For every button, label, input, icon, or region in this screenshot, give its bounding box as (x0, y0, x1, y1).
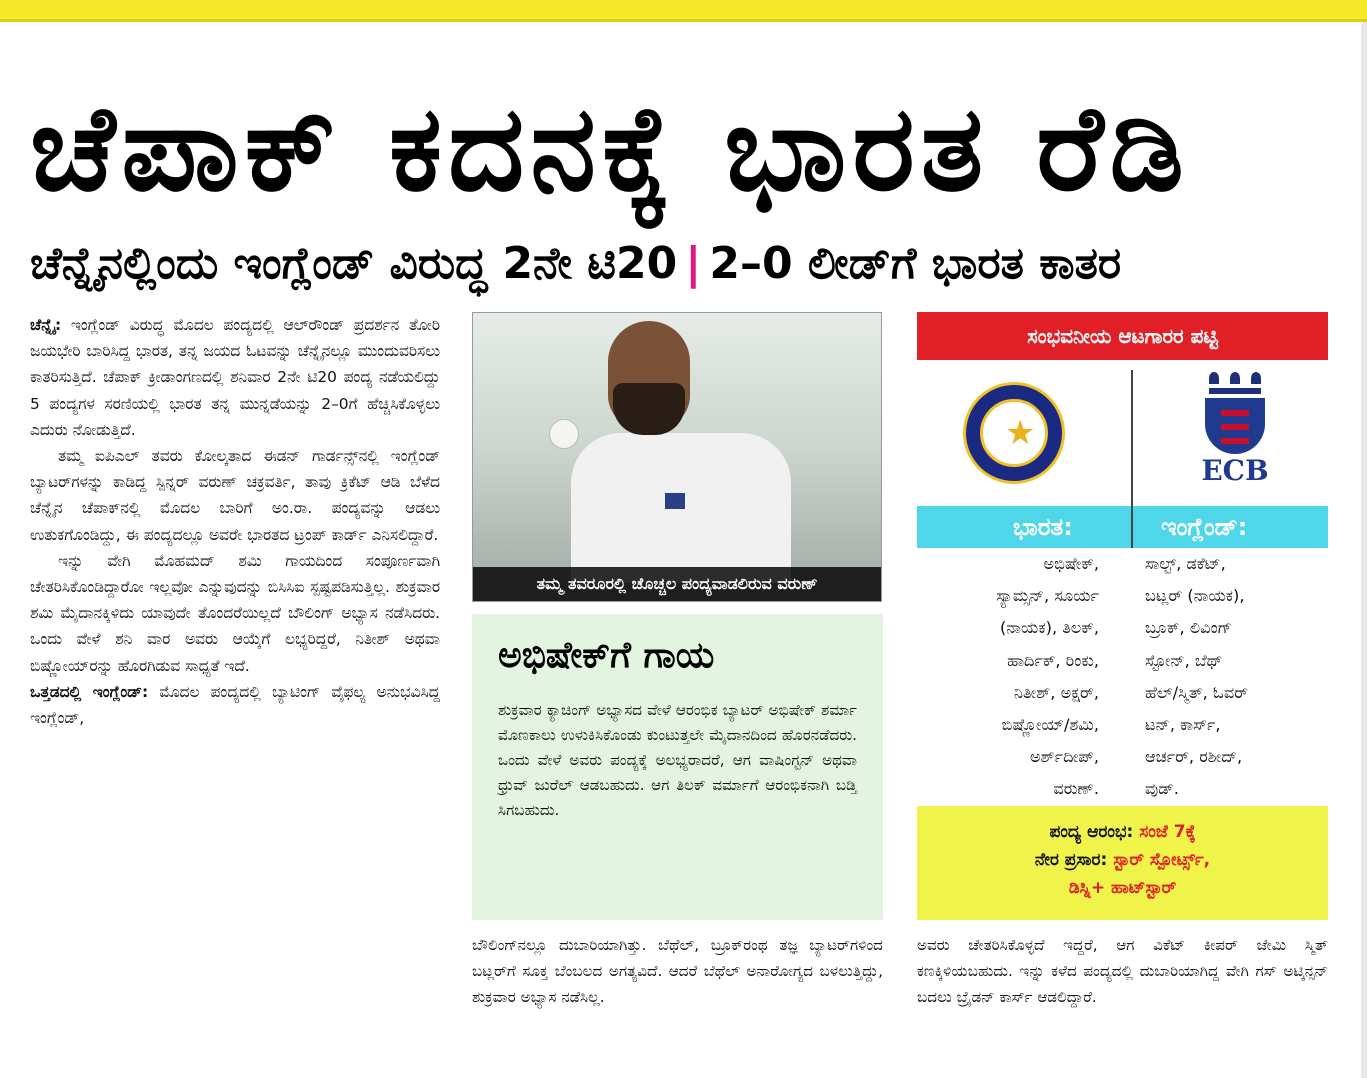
team-logos (917, 360, 1328, 506)
england-player-line: ಟನ್, ಕಾರ್ಸ್, (1145, 715, 1221, 735)
jersey-badge (665, 493, 685, 509)
india-player-line: ಹಾರ್ದಿಕ್, ರಿಂಕು, (1007, 650, 1099, 670)
india-player-line: ವರುಣ್. (1053, 779, 1099, 799)
column-2-text: ಬೌಲಿಂಗ್‌ನಲ್ಲೂ ದುಬಾರಿಯಾಗಿತ್ತು. ಬೆಥೆಲ್, ಬ್ರೂಕ್‌ರಂಥ ತಜ್ಞ ಬ್ಯಾಟರ್‌ಗಳಿಂದ ಬಟ್ಲರ್‌ಗೆ ಸೂಕ್ತ ಬೆಂಬಲದ ಅಗತ್ಯವಿದೆ. ಆದರೆ ಬೆಥೆಲ್ ಅನಾರೋಗ್ಯದ ಬಳಲುತ್ತಿದ್ದು, ಶುಕ್ರವಾರ ಅಭ್ಯಾಸ ನಡೆಸಿಲ್ಲ. (472, 936, 883, 1006)
probable-xi-panel (917, 312, 1328, 920)
bcci-star-icon: ★ (1005, 413, 1036, 453)
page-edge (1361, 22, 1367, 1078)
subhead-right: 2–0 ಲೀಡ್‌ಗೆ ಭಾರತ ಕಾತರ (709, 238, 1122, 289)
injury-box-title: ಅಭಿಷೇಕ್‌ಗೆ ಗಾಯ (498, 635, 715, 676)
top-yellow-bar (0, 0, 1367, 22)
team-headers (917, 506, 1328, 548)
england-player-line: ಆರ್ಚರ್, ರಶೀದ್, (1145, 747, 1243, 767)
article-paragraph-4 (30, 679, 440, 731)
article-column-2 (472, 932, 883, 1010)
broadcast-line (917, 846, 1328, 874)
match-start-line (917, 818, 1328, 846)
dateline: ಚೆನ್ನೈ: (30, 316, 62, 334)
england-header: ಇಂಗ್ಲೆಂಡ್: (1161, 513, 1248, 541)
india-player-line: (ನಾಯಕ), ತಿಲಕ್, (999, 618, 1099, 638)
match-start-time: ಸಂಜೆ 7ಕ್ಕೆ (1139, 822, 1196, 842)
injury-box (472, 614, 883, 920)
article-paragraph-1 (30, 312, 440, 443)
article-column-1 (30, 312, 440, 731)
match-info (917, 806, 1328, 920)
india-player-line: ಸ್ಯಾಮ್ಸನ್, ಸೂರ್ಯ (996, 586, 1099, 606)
india-player-line: ಅಭಿಷೇಕ್, (1043, 554, 1099, 573)
ecb-shield-icon (1205, 398, 1265, 454)
india-player-line: ಬಿಷ್ಣೋಯ್/ಶಮಿ, (1001, 715, 1099, 735)
england-player-line: ಬಟ್ಲರ್ (ನಾಯಕ), (1145, 586, 1245, 606)
england-player-line: ವುಡ್. (1145, 779, 1179, 799)
bcci-logo-ring (980, 399, 1048, 467)
subheadline (30, 234, 1340, 294)
subhead-separator: | (685, 238, 702, 289)
team-lists (917, 548, 1328, 806)
bcci-logo (963, 382, 1065, 484)
india-player-line: ಅರ್ಶ್‌ದೀಪ್, (1029, 747, 1099, 767)
column-3-text: ಅವರು ಚೇತರಿಸಿಕೊಳ್ಳದೆ ಇದ್ದರೆ, ಆಗ ವಿಕೆಟ್ ಕೀಪರ್ ಜೇಮಿ ಸ್ಮಿತ್ ಕಣಕ್ಕಿಳಿಯಬಹುದು. ಇನ್ನು ಕಳೆದ ಪಂದ್ಯದಲ್ಲಿ ದುಬಾರಿಯಾಗಿದ್ದ ವೇಗಿ ಗಸ್ ಅಟ್ಕಿನ್ಸನ್ ಬದಲು ಬ್ರೈಡನ್ ಕಾರ್ಸ್ ಆಡಲಿದ್ದಾರೆ. (917, 936, 1328, 1006)
cricket-ball (549, 419, 579, 449)
article-paragraph-3: ಇನ್ನು ವೇಗಿ ಮೊಹಮದ್ ಶಮಿ ಗಾಯದಿಂದ ಸಂಪೂರ್ಣವಾಗಿ ಚೇತರಿಸಿಕೊಂಡಿದ್ದಾರೋ ಇಲ್ಲವೋ ಎನ್ನುವುದನ್ನು ಬಿಸಿಸಿಐ ಸ್ಪಷ್ಟಪಡಿಸುತ್ತಿಲ್ಲ. ಶುಕ್ರವಾರ ಶಮಿ ಮೈದಾನಕ್ಕಿಳಿದು ಯಾವುದೇ ತೊಂದರೆಯಿಲ್ಲದೆ ಬೌಲಿಂಗ್ ಅಭ್ಯಾಸ ನಡೆಸಿದರು. ಒಂದು ವೇಳೆ ಶನಿ ವಾರ ಅವರು ಆಯ್ಕೆಗೆ ಲಭ್ಯರಿದ್ದರೆ, ನಿತೀಶ್ ಅಥವಾ ಬಿಷ್ಣೋಯ್‌ರನ್ನು ಹೊರಗಿಡುವ ಸಾಧ್ಯತೆ ಇದೆ. (30, 551, 440, 675)
india-header: ಭಾರತ: (1013, 513, 1073, 541)
match-start-label: ಪಂದ್ಯ ಆರಂಭ: (1049, 822, 1134, 842)
subhead-left: ಚೆನ್ನೈನಲ್ಲಿಂದು ಇಂಗ್ಲೆಂಡ್ ವಿರುದ್ಧ 2ನೇ ಟಿ20 (30, 238, 678, 289)
player-photo (472, 312, 882, 602)
england-player-line: ಸಾಲ್ಟ್, ಡಕೆಟ್, (1145, 554, 1226, 573)
england-player-list (1145, 548, 1325, 806)
ecb-logo-text: ECB (1201, 454, 1269, 487)
broadcast-streaming: ಡಿಸ್ನಿ+ ಹಾಟ್‌ಸ್ಟಾರ್ (1068, 878, 1177, 898)
paragraph-4-text: ಮೊದಲ ಪಂದ್ಯದಲ್ಲಿ ಬ್ಯಾಟಿಂಗ್ ವೈಫಲ್ಯ ಅನುಭವಿಸಿದ್ದ ಇಂಗ್ಲೆಂಡ್, (30, 682, 440, 728)
england-player-line: ಬ್ರೂಕ್, ಲಿವಿಂಗ್ (1145, 618, 1232, 638)
england-player-line: ಹೆಲ್/ಸ್ಮಿತ್, ಓವರ್ (1145, 682, 1249, 702)
article-column-3 (917, 932, 1328, 1010)
broadcast-channel: ಸ್ಟಾರ್ ಸ್ಪೋರ್ಟ್ಸ್, (1113, 850, 1211, 870)
england-player-line: ಸ್ಟೋನ್, ಬೆಥ್ (1145, 650, 1223, 670)
player-beard (613, 383, 685, 435)
ecb-logo (1195, 372, 1275, 490)
paragraph-1-text: ಇಂಗ್ಲೆಂಡ್ ವಿರುದ್ಧ ಮೊದಲ ಪಂದ್ಯದಲ್ಲಿ ಆಲ್‌ರೌಂಡ್ ಪ್ರದರ್ಶನ ತೋರಿ ಜಯಭೇರಿ ಬಾರಿಸಿದ್ದ ಭಾರತ, ತನ್ನ ಜಯದ ಓಟವನ್ನು ಚೆನ್ನೈನಲ್ಲೂ ಮುಂದುವರಿಸಲು ಕಾತರಿಸುತ್ತಿದೆ. ಚೆಪಾಕ್ ಕ್ರೀಡಾಂಗಣದಲ್ಲಿ ಶನಿವಾರ 2ನೇ ಟಿ20 ಪಂದ್ಯ ನಡೆಯಲಿದ್ದು 5 ಪಂದ್ಯಗಳ ಸರಣಿಯಲ್ಲಿ ಭಾರತ ತನ್ನ ಮುನ್ನಡೆಯನ್ನು 2–0ಗೆ ಹೆಚ್ಚಿಸಿಕೊಳ್ಳಲು ಎದುರು ನೋಡುತ್ತಿದೆ. (30, 316, 440, 439)
photo-caption: ತಮ್ಮ ತವರೂರಲ್ಲಿ ಚೊಚ್ಚಲ ಪಂದ್ಯವಾಡಲಿರುವ ವರುಣ್ (473, 567, 881, 601)
headline: ಚೆಪಾಕ್ ಕದನಕ್ಕೆ ಭಾರತ ರೆಡಿ (30, 79, 1190, 217)
subheading-pressure: ಒತ್ತಡದಲ್ಲಿ ಇಂಗ್ಲೆಂಡ್: (30, 682, 149, 701)
india-player-line: ನಿತೀಶ್, ಅಕ್ಷರ್, (1013, 682, 1099, 702)
article-paragraph-2: ತಮ್ಮ ಐಪಿಎಲ್ ತವರು ಕೋಲ್ಕತಾದ ಈಡನ್ ಗಾರ್ಡನ್ಸ್‌ನಲ್ಲಿ ಇಂಗ್ಲೆಂಡ್ ಬ್ಯಾಟರ್‌ಗಳನ್ನು ಕಾಡಿದ್ದ ಸ್ಪಿನ್ನರ್ ವರುಣ್ ಚಕ್ರವರ್ತಿ, ತಾವು ಕ್ರಿಕೆಟ್ ಆಡಿ ಬೆಳೆದ ಚೆನ್ನೈನ ಚೆಪಾಕ್‌ನಲ್ಲಿ ಮೊದಲ ಬಾರಿಗೆ ಅಂ.ರಾ. ಪಂದ್ಯವನ್ನು ಆಡಲು ಉತುಕಗೊಂಡಿದ್ದು, ಈ ಪಂದ್ಯದಲ್ಲೂ ಅವರೇ ಭಾರತದ ಟ್ರಂಪ್ ಕಾರ್ಡ್ ಎನಿಸಲಿದ್ದಾರೆ. (30, 447, 440, 544)
india-player-list (917, 548, 1099, 806)
broadcast-label: ನೇರ ಪ್ರಸಾರ: (1034, 850, 1108, 870)
injury-box-body: ಶುಕ್ರವಾರ ಕ್ಯಾಚಿಂಗ್ ಅಭ್ಯಾಸದ ವೇಳೆ ಆರಂಭಿಕ ಬ್ಯಾಟರ್ ಅಭಿಷೇಕ್ ಶರ್ಮಾ ಮೊಣಕಾಲು ಉಳುಕಿಸಿಕೊಂಡು ಕುಂಟುತ್ತಲೇ ಮೈದಾನದಿಂದ ಹೊರನಡೆದರು. ಒಂದು ವೇಳೆ ಅವರು ಪಂದ್ಯಕ್ಕೆ ಅಲಭ್ಯರಾದರೆ, ಆಗ ವಾಷಿಂಗ್ಟನ್ ಅಥವಾ ಧ್ರುವ್ ಜುರೆಲ್ ಆಡಬಹುದು. ಆಗ ತಿಲಕ್ ವರ್ಮಾಗೆ ಆರಂಭಿಕನಾಗಿ ಬಡ್ತಿ ಸಿಗಬಹುದು. (498, 701, 857, 819)
probable-xi-title: ಸಂಭವನೀಯ ಆಟಗಾರರ ಪಟ್ಟಿ (917, 312, 1328, 360)
ecb-crown-icon (1209, 372, 1261, 394)
